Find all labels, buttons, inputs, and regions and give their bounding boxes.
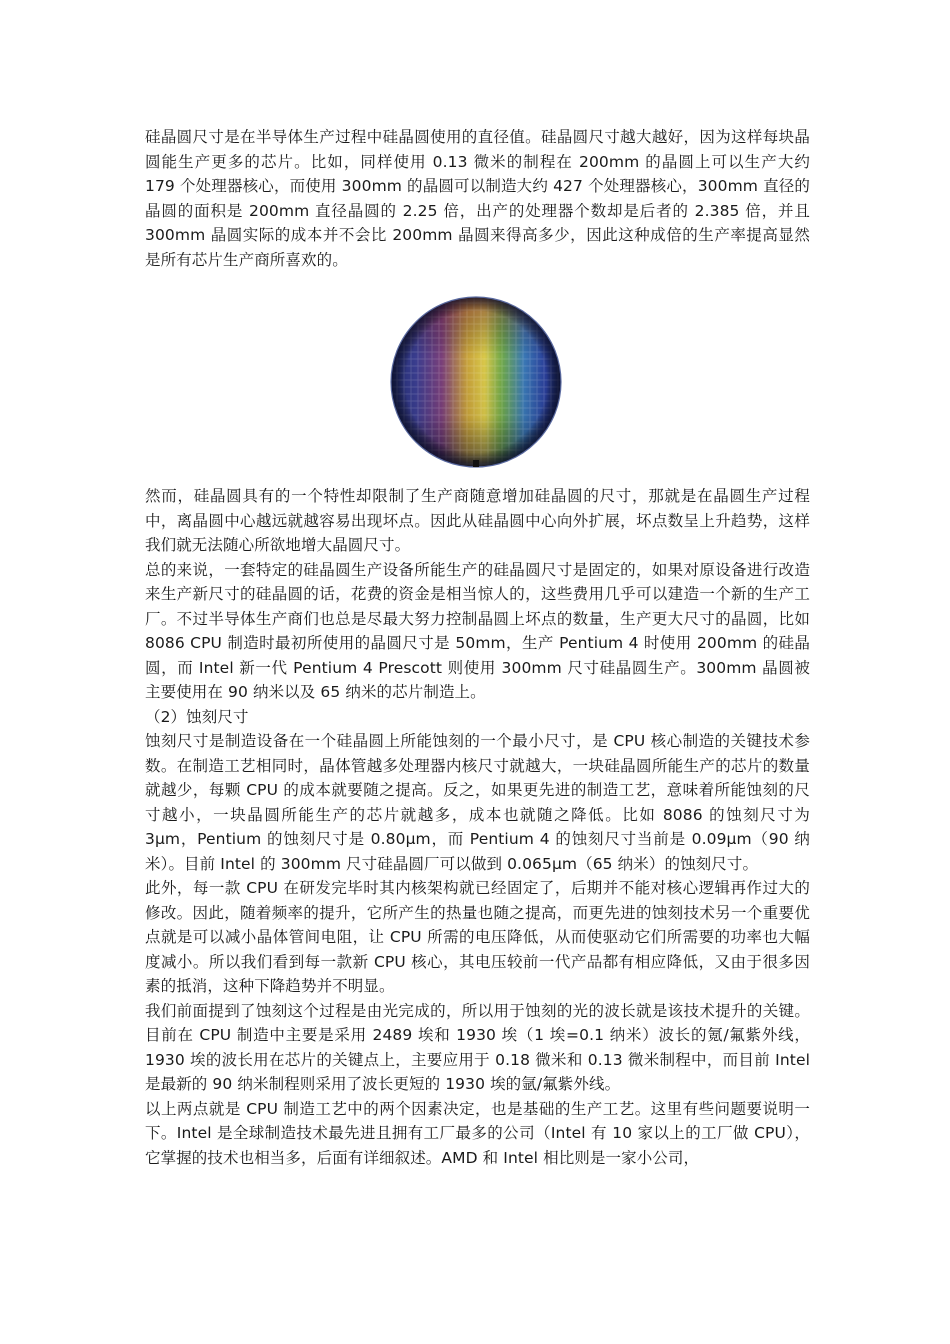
paragraph-core-architecture: 此外，每一款 CPU 在研发完毕时其内核架构就已经固定了，后期并不能对核心逻辑再作过大的修改。因此，随着频率的提升，它所产生的热量也随之提高，而更先进的蚀刻技术另一个重要优点就是可以减小晶体管间电阻，让 CPU 所需的电压降低，从而使驱动它们所需要的功率也大幅度减小。所以我们看到每一款新 CPU 核心，其电压较前一代产品都有相应降低，又由于很多因素的抵消，这种下降趋势并不明显。 — [145, 879, 810, 995]
wafer-figure — [145, 272, 810, 484]
paragraph-etch-size: 蚀刻尺寸是制造设备在一个硅晶圆上所能蚀刻的一个最小尺寸，是 CPU 核心制造的关键技术参数。在制造工艺相同时，晶体管越多处理器内核尺寸就越大，一块硅晶圆所能生产的芯片的数量就越少，每颗 CPU 的成本就要随之提高。反之，如果更先进的制造工艺，意味着所能蚀刻的尺寸越小，一块晶圆所能生产的芯片就越多，成本也就随之降低。比如 8086 的蚀刻尺寸为 3μm，Pentium 的蚀刻尺寸是 0.80μm，而 Pentium 4 的蚀刻尺寸当前是 0.09μm（90 纳米）。目前 Intel 的 300mm 尺寸硅晶圆厂可以做到 0.065μm（65 纳米）的蚀刻尺寸。 — [145, 732, 810, 873]
paragraph-manufacturing-summary: 以上两点就是 CPU 制造工艺中的两个因素决定，也是基础的生产工艺。这里有些问题要说明一下。Intel 是全球制造技术最先进且拥有工厂最多的公司（Intel 有 10 家以上的工厂做 CPU），它掌握的技术也相当多，后面有详细叙述。AMD 和 Intel 相比则是一家小公司， — [145, 1099, 810, 1167]
document-body — [145, 125, 810, 1170]
paragraph-wafer-defects: 然而，硅晶圆具有的一个特性却限制了生产商随意增加硅晶圆的尺寸，那就是在晶圆生产过程中，离晶圆中心越远就越容易出现坏点。因此从硅晶圆中心向外扩展，坏点数呈上升趋势，这样我们就无法随心所欲地增大晶圆尺寸。 — [145, 487, 810, 554]
paragraph-light-wavelength: 我们前面提到了蚀刻这个过程是由光完成的，所以用于蚀刻的光的波长就是该技术提升的关键。目前在 CPU 制造中主要是采用 2489 埃和 1930 埃（1 埃=0.1 纳米）波长的氪/氟紫外线，1930 埃的波长用在芯片的关键点上，主要应用于 0.18 微米和 0.13 微米制程中，而目前 Intel 是最新的 90 纳米制程则采用了波长更短的 1930 埃的氩/氟紫外线。 — [145, 1001, 810, 1093]
paragraph-wafer-equipment: 总的来说，一套特定的硅晶圆生产设备所能生产的硅晶圆尺寸是固定的，如果对原设备进行改造来生产新尺寸的硅晶圆的话，花费的资金是相当惊人的，这些费用几乎可以建造一个新的生产工厂。不过半导体生产商们也总是尽最大努力控制晶圆上坏点的数量，生产更大尺寸的晶圆，比如 8086 CPU 制造时最初所使用的晶圆尺寸是 50mm，生产 Pentium 4 时使用 200mm 的硅晶圆，而 Intel 新一代 Pentium 4 Prescott 则使用 300mm 尺寸硅晶圆生产。300mm 晶圆被主要使用在 90 纳米以及 65 纳米的芯片制造上。 — [145, 560, 810, 701]
paragraph-wafer-size: 硅晶圆尺寸是在半导体生产过程中硅晶圆使用的直径值。硅晶圆尺寸越大越好，因为这样每块晶圆能生产更多的芯片。比如，同样使用 0.13 微米的制程在 200mm 的晶圆上可以生产大约 179 个处理器核心，而使用 300mm 的晶圆可以制造大约 427 个处理器核心，300mm 直径的晶圆的面积是 200mm 直径晶圆的 2.25 倍，出产的处理器个数却是后者的 2.385 倍，并且 300mm 晶圆实际的成本并不会比 200mm 晶圆来得高多少，因此这种成倍的生产率提高显然是所有芯片生产商所喜欢的。 — [145, 128, 810, 269]
section-heading-etch-size: （2）蚀刻尺寸 — [145, 707, 249, 726]
silicon-wafer-image — [390, 296, 562, 468]
